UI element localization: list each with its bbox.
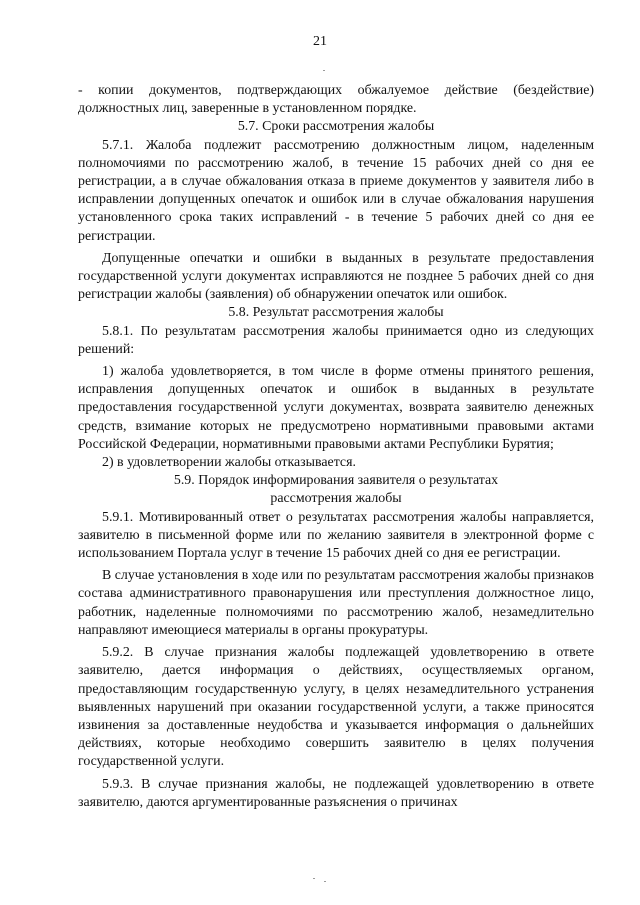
section-heading-5-9-line-1: 5.9. Порядок информирования заявителя о результатах: [173, 473, 499, 489]
paragraph-copies-of-documents: - копии документов, подтверждающих обжалуемое действие (бездействие) должностных лиц, заверенные в установленном порядке.: [78, 83, 594, 117]
list-item-decision-2: 2) в удовлетворении жалобы отказывается.: [102, 455, 356, 471]
document-body: [78, 82, 594, 812]
section-heading-5-8: 5.8. Результат рассмотрения жалобы: [228, 305, 444, 321]
paragraph-5-8-1: 5.8.1. По результатам рассмотрения жалобы принимается одно из следующих решений:: [78, 323, 594, 357]
paragraph-typo-corrections: Допущенные опечатки и ошибки в выданных в результате предоставления государственной услуги документах исправляются не позднее 5 рабочих дней со дня регистрации жалобы (заявления) об обнаружении опечаток или ошибок.: [78, 250, 594, 303]
section-heading-5-9-line-2: рассмотрения жалобы: [270, 491, 402, 507]
paragraph-5-7-1: 5.7.1. Жалоба подлежит рассмотрению должностным лицом, наделенным полномочиями по рассмотрению жалоб, в течение 15 рабочих дней со дня ее регистрации, а в случае обжалования отказа в приеме документов у заявителя либо в исправлении допущенных опечаток и ошибок или в случае обжалования нарушения установленного срока таких исправлений - в течение 5 рабочих дней со дня ее регистрации.: [78, 137, 594, 244]
scan-speck: [324, 881, 326, 882]
section-heading-5-7: 5.7. Сроки рассмотрения жалобы: [237, 119, 435, 135]
scan-speck: [323, 70, 325, 71]
page-number: 21: [313, 34, 327, 49]
paragraph-5-9-3: 5.9.3. В случае признания жалобы, не подлежащей удовлетворению в ответе заявителю, даются аргументированные разъяснения о причинах: [78, 776, 594, 810]
paragraph-5-9-1: 5.9.1. Мотивированный ответ о результатах рассмотрения жалобы направляется, заявителю в письменной форме или по желанию заявителя в электронной форме с использованием Портала услуг в течение 15 рабочих дней со дня ее регистрации.: [78, 509, 594, 562]
paragraph-5-9-2: 5.9.2. В случае признания жалобы подлежащей удовлетворению в ответе заявителю, дается информация о действиях, осуществляемых органом, предоставляющим государственную услугу, в целях незамедлительного устранения выявленных нарушений при оказании государственной услуги, а также приносятся извинения за доставленные неудобства и указывается информация о дальнейших действиях, которые необходимо совершить заявителю в целях получения государственной услуги.: [78, 645, 594, 770]
list-item-decision-1: 1) жалоба удовлетворяется, в том числе в форме отмены принятого решения, исправления допущенных опечаток и ошибок в выданных в результате предоставления государственной услуги документах, возврата заявителю денежных средств, взимание которых не предусмотрено нормативными правовыми актами Российской Федерации, нормативными правовыми актами Республики Бурятия;: [78, 364, 594, 452]
paragraph-prosecution-referral: В случае установления в ходе или по результатам рассмотрения жалобы признаков состава административного правонарушения или преступления должностное лицо, работник, наделенные полномочиями по рассмотрению жалоб, незамедлительно направляют имеющиеся материалы в органы прокуратуры.: [78, 568, 594, 638]
scan-speck: [313, 878, 315, 879]
